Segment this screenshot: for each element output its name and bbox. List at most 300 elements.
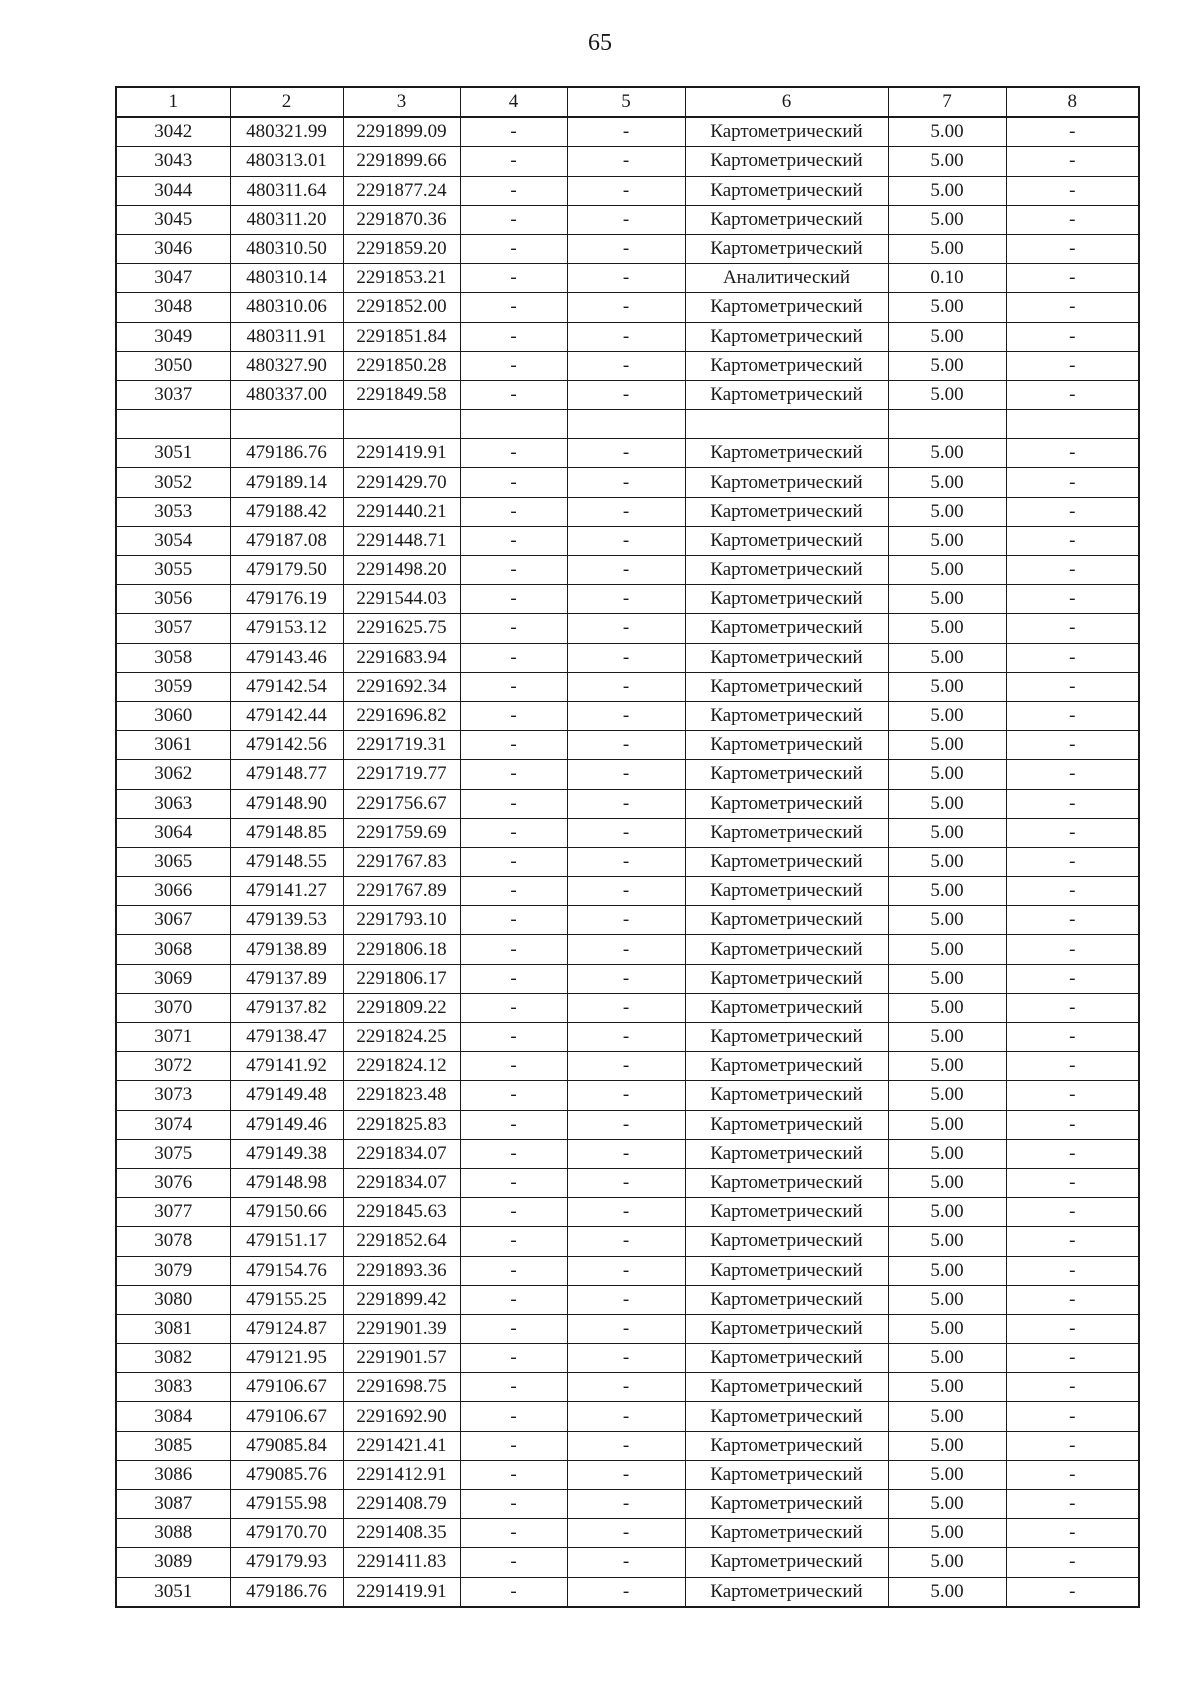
y-coordinate-cell: 2291852.64	[343, 1227, 460, 1256]
method-cell: Картометрический	[685, 1519, 888, 1548]
point-number-cell: 3052	[116, 468, 230, 497]
accuracy-cell: 5.00	[888, 293, 1006, 322]
point-number-cell: 3075	[116, 1139, 230, 1168]
point-number-cell: 3049	[116, 322, 230, 351]
column-5-cell: -	[567, 1285, 685, 1314]
y-coordinate-cell: 2291824.25	[343, 1023, 460, 1052]
accuracy-cell: 5.00	[888, 1577, 1006, 1607]
point-number-cell: 3072	[116, 1052, 230, 1081]
table-row	[116, 643, 1139, 672]
column-5-cell: -	[567, 731, 685, 760]
column-4-cell: -	[460, 1577, 567, 1607]
point-number-cell: 3060	[116, 701, 230, 730]
column-header: 1	[116, 87, 230, 117]
method-cell: Картометрический	[685, 380, 888, 409]
column-5-cell: -	[567, 117, 685, 147]
column-4-cell: -	[460, 556, 567, 585]
column-4-cell: -	[460, 643, 567, 672]
column-8-cell: -	[1006, 1023, 1139, 1052]
y-coordinate-cell: 2291696.82	[343, 701, 460, 730]
accuracy-cell: 5.00	[888, 147, 1006, 176]
y-coordinate-cell: 2291899.42	[343, 1285, 460, 1314]
y-coordinate-cell: 2291834.07	[343, 1168, 460, 1197]
table-row	[116, 147, 1139, 176]
accuracy-cell: 5.00	[888, 351, 1006, 380]
table-row	[116, 1110, 1139, 1139]
accuracy-cell: 5.00	[888, 526, 1006, 555]
point-number-cell: 3082	[116, 1344, 230, 1373]
method-cell: Картометрический	[685, 1081, 888, 1110]
x-coordinate-cell: 480311.20	[230, 205, 343, 234]
column-8-cell: -	[1006, 1460, 1139, 1489]
point-number-cell: 3071	[116, 1023, 230, 1052]
column-5-cell: -	[567, 439, 685, 468]
method-cell: Картометрический	[685, 701, 888, 730]
accuracy-cell: 5.00	[888, 789, 1006, 818]
x-coordinate-cell: 480310.06	[230, 293, 343, 322]
column-4-cell: -	[460, 1314, 567, 1343]
column-4-cell: -	[460, 1519, 567, 1548]
accuracy-cell: 5.00	[888, 380, 1006, 409]
column-5-cell: -	[567, 1227, 685, 1256]
accuracy-cell: 5.00	[888, 1139, 1006, 1168]
accuracy-cell: 5.00	[888, 117, 1006, 147]
method-cell: Картометрический	[685, 847, 888, 876]
x-coordinate-cell: 479188.42	[230, 497, 343, 526]
column-8-cell: -	[1006, 906, 1139, 935]
table-row	[116, 993, 1139, 1022]
table-row	[116, 877, 1139, 906]
method-cell: Картометрический	[685, 672, 888, 701]
column-8-cell: -	[1006, 993, 1139, 1022]
column-8-cell: -	[1006, 1373, 1139, 1402]
y-coordinate-cell: 2291851.84	[343, 322, 460, 351]
column-8-cell: -	[1006, 1402, 1139, 1431]
accuracy-cell: 5.00	[888, 818, 1006, 847]
method-cell: Картометрический	[685, 1577, 888, 1607]
point-number-cell: 3050	[116, 351, 230, 380]
y-coordinate-cell: 2291692.90	[343, 1402, 460, 1431]
point-number-cell: 3080	[116, 1285, 230, 1314]
method-cell: Картометрический	[685, 760, 888, 789]
x-coordinate-cell: 479149.48	[230, 1081, 343, 1110]
column-4-cell: -	[460, 614, 567, 643]
column-8-cell: -	[1006, 1227, 1139, 1256]
column-8-cell: -	[1006, 439, 1139, 468]
table-row	[116, 1431, 1139, 1460]
table-row	[116, 1285, 1139, 1314]
accuracy-cell: 5.00	[888, 877, 1006, 906]
method-cell: Картометрический	[685, 117, 888, 147]
accuracy-cell: 5.00	[888, 1402, 1006, 1431]
x-coordinate-cell: 479155.98	[230, 1490, 343, 1519]
point-number-cell: 3053	[116, 497, 230, 526]
accuracy-cell: 5.00	[888, 556, 1006, 585]
x-coordinate-cell: 479148.85	[230, 818, 343, 847]
table-row	[116, 526, 1139, 555]
y-coordinate-cell: 2291823.48	[343, 1081, 460, 1110]
column-4-cell: -	[460, 585, 567, 614]
column-8-cell: -	[1006, 818, 1139, 847]
column-8-cell: -	[1006, 234, 1139, 263]
column-4-cell: -	[460, 818, 567, 847]
method-cell: Картометрический	[685, 1314, 888, 1343]
column-4-cell: -	[460, 1110, 567, 1139]
accuracy-cell: 5.00	[888, 439, 1006, 468]
x-coordinate-cell: 479139.53	[230, 906, 343, 935]
point-number-cell: 3078	[116, 1227, 230, 1256]
table-row	[116, 1490, 1139, 1519]
point-number-cell: 3081	[116, 1314, 230, 1343]
column-4-cell: -	[460, 176, 567, 205]
column-5-cell: -	[567, 643, 685, 672]
method-cell: Картометрический	[685, 526, 888, 555]
column-8-cell: -	[1006, 1577, 1139, 1607]
x-coordinate-cell: 480327.90	[230, 351, 343, 380]
x-coordinate-cell: 479151.17	[230, 1227, 343, 1256]
point-number-cell: 3087	[116, 1490, 230, 1519]
column-5-cell: -	[567, 935, 685, 964]
point-number-cell: 3055	[116, 556, 230, 585]
accuracy-cell: 5.00	[888, 701, 1006, 730]
column-4-cell: -	[460, 877, 567, 906]
column-8-cell: -	[1006, 380, 1139, 409]
column-5-cell: -	[567, 1431, 685, 1460]
x-coordinate-cell: 479186.76	[230, 1577, 343, 1607]
method-cell: Картометрический	[685, 1548, 888, 1577]
accuracy-cell: 5.00	[888, 614, 1006, 643]
column-5-cell: -	[567, 234, 685, 263]
column-8-cell: -	[1006, 1344, 1139, 1373]
column-4-cell: -	[460, 468, 567, 497]
column-8-cell: -	[1006, 556, 1139, 585]
method-cell: Картометрический	[685, 556, 888, 585]
page-number: 65	[588, 30, 612, 56]
y-coordinate-cell: 2291419.91	[343, 439, 460, 468]
table-row-separator	[116, 410, 1139, 439]
x-coordinate-cell: 479150.66	[230, 1198, 343, 1227]
column-5-cell: -	[567, 1110, 685, 1139]
column-8-cell: -	[1006, 147, 1139, 176]
y-coordinate-cell: 2291421.41	[343, 1431, 460, 1460]
method-cell: Картометрический	[685, 1402, 888, 1431]
accuracy-cell: 5.00	[888, 176, 1006, 205]
table-row	[116, 1081, 1139, 1110]
y-coordinate-cell: 2291825.83	[343, 1110, 460, 1139]
method-cell: Картометрический	[685, 1344, 888, 1373]
y-coordinate-cell: 2291759.69	[343, 818, 460, 847]
accuracy-cell: 5.00	[888, 1460, 1006, 1489]
point-number-cell: 3051	[116, 1577, 230, 1607]
method-cell: Картометрический	[685, 1227, 888, 1256]
table-row	[116, 935, 1139, 964]
table-row	[116, 497, 1139, 526]
y-coordinate-cell: 2291893.36	[343, 1256, 460, 1285]
y-coordinate-cell: 2291850.28	[343, 351, 460, 380]
column-4-cell: -	[460, 1460, 567, 1489]
x-coordinate-cell: 479085.84	[230, 1431, 343, 1460]
point-number-cell: 3067	[116, 906, 230, 935]
column-8-cell: -	[1006, 1431, 1139, 1460]
table-row	[116, 117, 1139, 147]
column-4-cell: -	[460, 701, 567, 730]
x-coordinate-cell: 479138.89	[230, 935, 343, 964]
x-coordinate-cell: 479176.19	[230, 585, 343, 614]
point-number-cell: 3064	[116, 818, 230, 847]
column-4-cell: -	[460, 731, 567, 760]
column-8-cell: -	[1006, 1519, 1139, 1548]
x-coordinate-cell: 479148.77	[230, 760, 343, 789]
column-5-cell: -	[567, 1373, 685, 1402]
column-5-cell: -	[567, 1256, 685, 1285]
y-coordinate-cell: 2291683.94	[343, 643, 460, 672]
point-number-cell: 3061	[116, 731, 230, 760]
y-coordinate-cell: 2291719.31	[343, 731, 460, 760]
x-coordinate-cell: 479154.76	[230, 1256, 343, 1285]
column-5-cell: -	[567, 147, 685, 176]
method-cell: Картометрический	[685, 789, 888, 818]
column-4-cell: -	[460, 439, 567, 468]
x-coordinate-cell: 480321.99	[230, 117, 343, 147]
table-row	[116, 1023, 1139, 1052]
x-coordinate-cell: 479153.12	[230, 614, 343, 643]
column-5-cell: -	[567, 1577, 685, 1607]
column-5-cell: -	[567, 789, 685, 818]
method-cell: Картометрический	[685, 906, 888, 935]
accuracy-cell: 5.00	[888, 964, 1006, 993]
point-number-cell: 3037	[116, 380, 230, 409]
column-5-cell: -	[567, 1519, 685, 1548]
column-8-cell: -	[1006, 964, 1139, 993]
point-number-cell: 3059	[116, 672, 230, 701]
column-8-cell: -	[1006, 117, 1139, 147]
column-4-cell: -	[460, 1139, 567, 1168]
method-cell: Картометрический	[685, 585, 888, 614]
point-number-cell: 3077	[116, 1198, 230, 1227]
column-5-cell: -	[567, 205, 685, 234]
column-5-cell: -	[567, 993, 685, 1022]
accuracy-cell: 5.00	[888, 1519, 1006, 1548]
method-cell: Картометрический	[685, 351, 888, 380]
y-coordinate-cell: 2291870.36	[343, 205, 460, 234]
table-row	[116, 760, 1139, 789]
column-8-cell: -	[1006, 176, 1139, 205]
y-coordinate-cell: 2291767.83	[343, 847, 460, 876]
column-5-cell: -	[567, 1460, 685, 1489]
column-5-cell	[567, 410, 685, 439]
table-row	[116, 1139, 1139, 1168]
column-8-cell: -	[1006, 672, 1139, 701]
column-4-cell: -	[460, 1081, 567, 1110]
y-coordinate-cell: 2291859.20	[343, 234, 460, 263]
column-8-cell: -	[1006, 1081, 1139, 1110]
column-5-cell: -	[567, 380, 685, 409]
x-coordinate-cell: 479085.76	[230, 1460, 343, 1489]
table-body	[116, 117, 1139, 1607]
table-row	[116, 380, 1139, 409]
column-4-cell: -	[460, 760, 567, 789]
column-4-cell: -	[460, 1373, 567, 1402]
y-coordinate-cell: 2291824.12	[343, 1052, 460, 1081]
point-number-cell: 3068	[116, 935, 230, 964]
y-coordinate-cell: 2291877.24	[343, 176, 460, 205]
column-4-cell: -	[460, 847, 567, 876]
column-5-cell: -	[567, 818, 685, 847]
column-5-cell: -	[567, 1139, 685, 1168]
column-8-cell: -	[1006, 1548, 1139, 1577]
column-4-cell: -	[460, 1344, 567, 1373]
x-coordinate-cell: 479186.76	[230, 439, 343, 468]
x-coordinate-cell: 480311.91	[230, 322, 343, 351]
x-coordinate-cell: 479138.47	[230, 1023, 343, 1052]
x-coordinate-cell: 480310.50	[230, 234, 343, 263]
column-4-cell: -	[460, 906, 567, 935]
point-number-cell: 3089	[116, 1548, 230, 1577]
column-5-cell: -	[567, 1490, 685, 1519]
table-row	[116, 585, 1139, 614]
column-5-cell: -	[567, 906, 685, 935]
column-5-cell: -	[567, 847, 685, 876]
column-8-cell	[1006, 410, 1139, 439]
column-5-cell: -	[567, 1402, 685, 1431]
accuracy-cell: 5.00	[888, 1198, 1006, 1227]
column-8-cell: -	[1006, 205, 1139, 234]
column-8-cell: -	[1006, 847, 1139, 876]
point-number-cell: 3086	[116, 1460, 230, 1489]
column-8-cell: -	[1006, 468, 1139, 497]
table-row	[116, 1168, 1139, 1197]
column-5-cell: -	[567, 964, 685, 993]
accuracy-cell: 5.00	[888, 935, 1006, 964]
method-cell: Картометрический	[685, 877, 888, 906]
point-number-cell: 3070	[116, 993, 230, 1022]
y-coordinate-cell: 2291756.67	[343, 789, 460, 818]
point-number-cell: 3042	[116, 117, 230, 147]
method-cell: Картометрический	[685, 731, 888, 760]
accuracy-cell: 5.00	[888, 585, 1006, 614]
method-cell: Картометрический	[685, 1373, 888, 1402]
table-row	[116, 439, 1139, 468]
accuracy-cell: 5.00	[888, 1081, 1006, 1110]
column-5-cell: -	[567, 497, 685, 526]
method-cell: Картометрический	[685, 818, 888, 847]
x-coordinate-cell: 479142.56	[230, 731, 343, 760]
x-coordinate-cell: 479148.55	[230, 847, 343, 876]
method-cell: Картометрический	[685, 1023, 888, 1052]
column-4-cell: -	[460, 993, 567, 1022]
column-5-cell: -	[567, 672, 685, 701]
column-5-cell: -	[567, 1344, 685, 1373]
point-number-cell: 3079	[116, 1256, 230, 1285]
column-8-cell: -	[1006, 322, 1139, 351]
column-5-cell: -	[567, 614, 685, 643]
point-number-cell: 3046	[116, 234, 230, 263]
column-5-cell: -	[567, 1052, 685, 1081]
point-number-cell: 3058	[116, 643, 230, 672]
point-number-cell: 3085	[116, 1431, 230, 1460]
point-number-cell: 3054	[116, 526, 230, 555]
x-coordinate-cell: 480337.00	[230, 380, 343, 409]
column-8-cell: -	[1006, 643, 1139, 672]
x-coordinate-cell: 480311.64	[230, 176, 343, 205]
y-coordinate-cell: 2291408.79	[343, 1490, 460, 1519]
y-coordinate-cell: 2291899.66	[343, 147, 460, 176]
method-cell: Картометрический	[685, 935, 888, 964]
method-cell: Картометрический	[685, 1168, 888, 1197]
column-5-cell: -	[567, 1081, 685, 1110]
table-row	[116, 701, 1139, 730]
column-8-cell: -	[1006, 1490, 1139, 1519]
x-coordinate-cell: 479142.54	[230, 672, 343, 701]
method-cell: Картометрический	[685, 1052, 888, 1081]
table-row	[116, 964, 1139, 993]
method-cell: Картометрический	[685, 322, 888, 351]
y-coordinate-cell: 2291429.70	[343, 468, 460, 497]
table-row	[116, 1402, 1139, 1431]
x-coordinate-cell: 479137.82	[230, 993, 343, 1022]
point-number-cell: 3076	[116, 1168, 230, 1197]
table-row	[116, 1052, 1139, 1081]
column-5-cell: -	[567, 701, 685, 730]
method-cell: Картометрический	[685, 1256, 888, 1285]
accuracy-cell: 5.00	[888, 205, 1006, 234]
table-header-row	[116, 87, 1139, 117]
column-4-cell: -	[460, 117, 567, 147]
x-coordinate-cell: 479187.08	[230, 526, 343, 555]
table-row	[116, 1548, 1139, 1577]
method-cell: Картометрический	[685, 1198, 888, 1227]
table-row	[116, 614, 1139, 643]
table-row	[116, 1577, 1139, 1607]
table-row	[116, 351, 1139, 380]
column-8-cell: -	[1006, 1314, 1139, 1343]
column-5-cell: -	[567, 585, 685, 614]
method-cell: Картометрический	[685, 497, 888, 526]
column-8-cell: -	[1006, 526, 1139, 555]
x-coordinate-cell: 479142.44	[230, 701, 343, 730]
accuracy-cell: 5.00	[888, 1344, 1006, 1373]
column-8-cell: -	[1006, 293, 1139, 322]
method-cell: Аналитический	[685, 264, 888, 293]
y-coordinate-cell: 2291767.89	[343, 877, 460, 906]
x-coordinate-cell: 479148.90	[230, 789, 343, 818]
column-4-cell: -	[460, 1431, 567, 1460]
x-coordinate-cell: 479170.70	[230, 1519, 343, 1548]
x-coordinate-cell: 479155.25	[230, 1285, 343, 1314]
table-row	[116, 234, 1139, 263]
y-coordinate-cell: 2291719.77	[343, 760, 460, 789]
column-5-cell: -	[567, 1023, 685, 1052]
column-5-cell: -	[567, 556, 685, 585]
column-4-cell: -	[460, 964, 567, 993]
x-coordinate-cell: 479141.27	[230, 877, 343, 906]
column-5-cell: -	[567, 1198, 685, 1227]
method-cell: Картометрический	[685, 1460, 888, 1489]
point-number-cell: 3048	[116, 293, 230, 322]
column-4-cell: -	[460, 234, 567, 263]
column-4-cell: -	[460, 293, 567, 322]
accuracy-cell: 5.00	[888, 672, 1006, 701]
accuracy-cell: 5.00	[888, 234, 1006, 263]
point-number-cell: 3074	[116, 1110, 230, 1139]
accuracy-cell: 5.00	[888, 643, 1006, 672]
column-5-cell: -	[567, 1168, 685, 1197]
column-4-cell: -	[460, 1198, 567, 1227]
y-coordinate-cell: 2291806.18	[343, 935, 460, 964]
y-coordinate-cell: 2291698.75	[343, 1373, 460, 1402]
table-row	[116, 293, 1139, 322]
column-8-cell: -	[1006, 1198, 1139, 1227]
